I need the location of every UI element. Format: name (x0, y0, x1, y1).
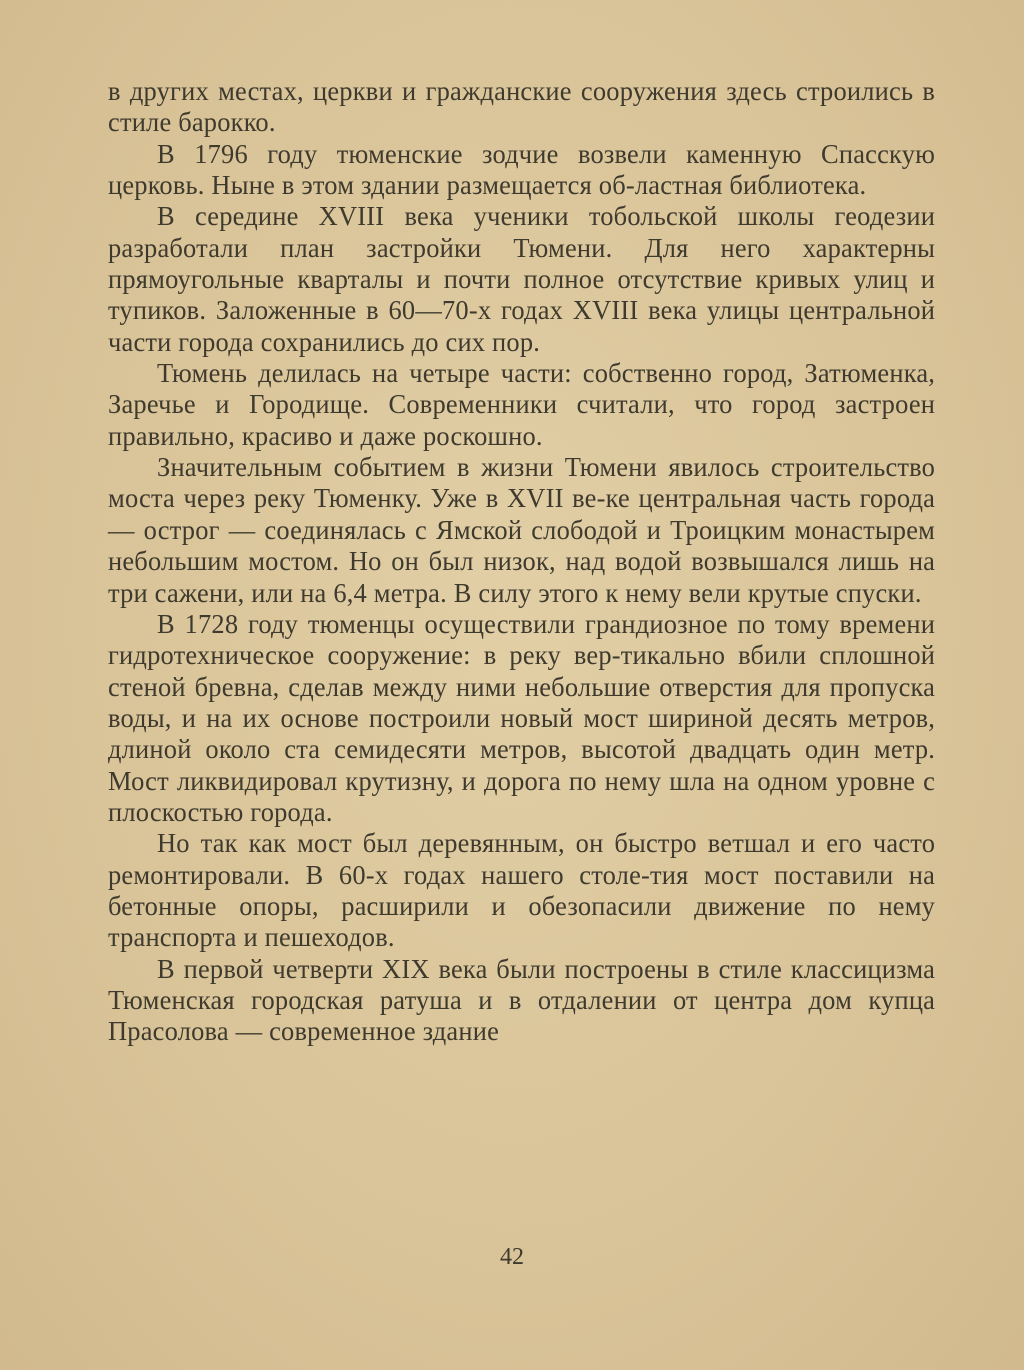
page-body (108, 76, 952, 1048)
page-number: 42 (500, 1244, 524, 1270)
paragraph: Но так как мост был деревянным, он быстро ветшал и его часто ремонтировали. В 60-х годах нашего столе-тия мост поставили на бетонные опоры, расширили и обезопасили движение по нему транспорта и пешеходов. (108, 828, 936, 953)
paragraph: Тюмень делилась на четыре части: собственно город, Затюменка, Заречье и Городище. Современники считали, что город застроен правильно, красиво и даже роскошно. (108, 358, 936, 451)
paragraph: В 1796 году тюменские зодчие возвели каменную Спасскую церковь. Ныне в этом здании размещается об-ластная библиотека. (108, 138, 936, 201)
paragraph: в других местах, церкви и гражданские сооружения здесь строились в стиле барокко. (108, 76, 936, 138)
paragraph: В середине XVIII века ученики тобольской школы геодезии разработали план застройки Тюмени. Для него характерны прямоугольные кварталы и почти полное отсутствие кривых улиц и тупиков. Заложенные в 60—70-х годах XVIII века улицы центральной части города сохранились до сих пор. (108, 201, 936, 357)
paragraph: В 1728 году тюменцы осуществили грандиозное по тому времени гидротехническое сооружение: в реку вер-тикально вбили сплошной стеной бревна, сделав между ними небольшие отверстия для пропуска воды, и на их основе построили новый мост шириной десять метров, длиной около ста семидесяти метров, высотой двадцать один метр. Мост ликвидировал крутизну, и дорога по нему шла на одном уровне с плоскостью города. (108, 608, 936, 827)
paragraph: Значительным событием в жизни Тюмени явилось строительство моста через реку Тюменку. Уже в XVII ве-ке центральная часть города — острог — соединялась с Ямской слободой и Троицким монастырем небольшим мостом. Но он был низок, над водой возвышался лишь на три сажени, или на 6,4 метра. В силу этого к нему вели крутые спуски. (108, 452, 936, 608)
paragraph: В первой четверти XIX века были построены в стиле классицизма Тюменская городская ратуша и в отдалении от центра дом купца Прасолова — современное здание (108, 953, 936, 1047)
